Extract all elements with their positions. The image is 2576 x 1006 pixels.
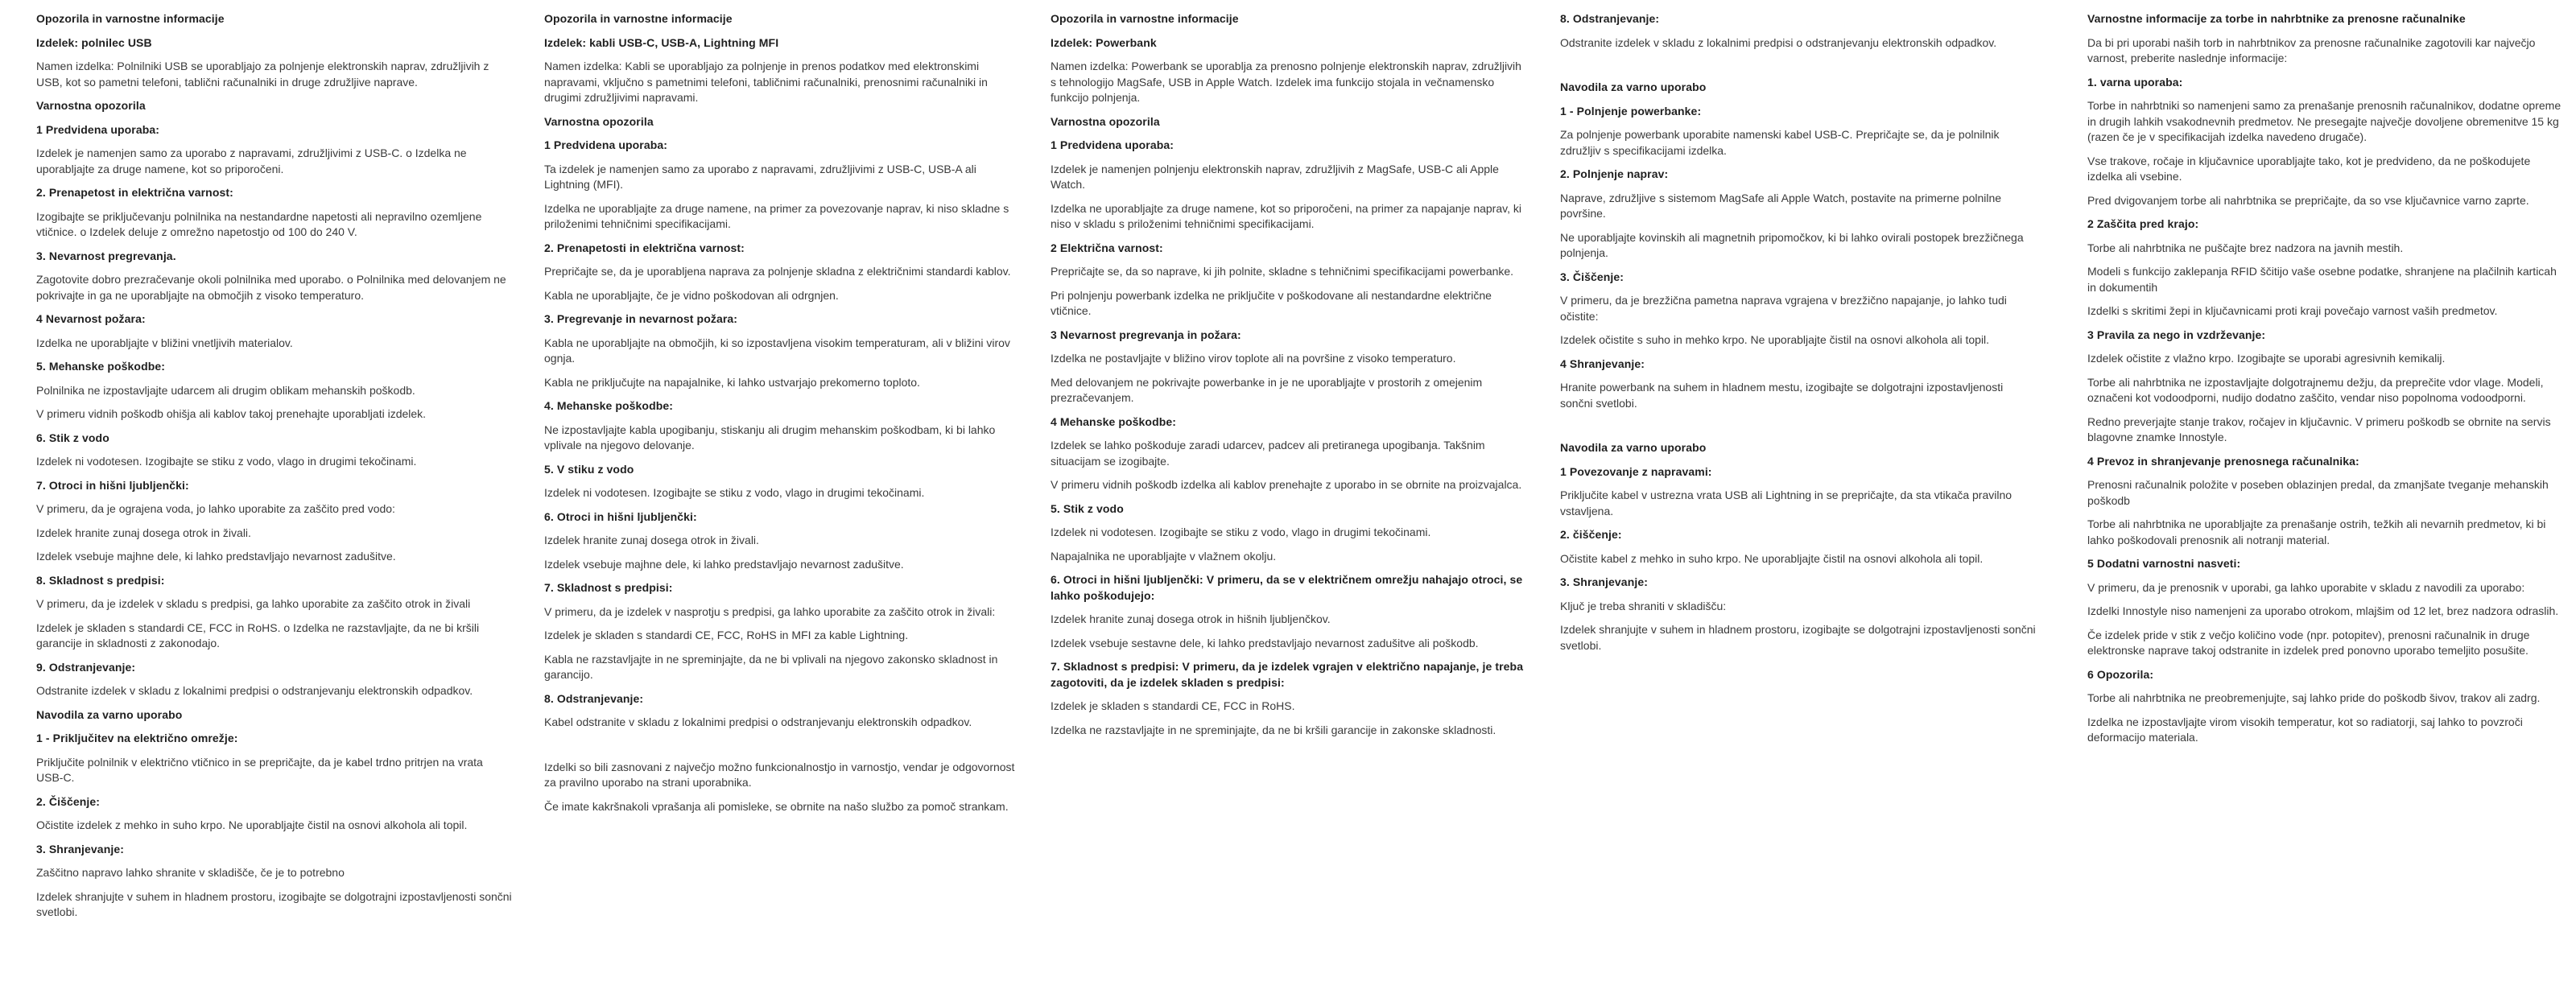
- paragraph: Izdelek hranite zunaj dosega otrok in hišnih ljubljenčkov.: [1051, 612, 1331, 625]
- paragraph: Torbe ali nahrbtnika ne preobremenjujte, saj lahko pride do poškodb šivov, trakov ali zadrg.: [2087, 691, 2541, 704]
- paragraph: Polnilnika ne izpostavljajte udarcem ali drugim oblikam mehanskih poškodb.: [36, 383, 415, 397]
- paragraph: Izogibajte se priključevanju polnilnika na nestandardne napetosti ali nepravilno ozemljene vtičnice. o Izdelek deluje z omrežno napetostjo od 100 do 240 V.: [36, 209, 482, 238]
- paragraph: Izdelek očistite z vlažno krpo. Izogibajte se uporabi agresivnih kemikalij.: [2087, 352, 2446, 365]
- section-heading: Varnostna opozorila: [1051, 114, 1160, 128]
- section-heading: 3 Pravila za nego in vzdrževanje:: [2087, 328, 2266, 341]
- paragraph: Torbe ali nahrbtnika ne puščajte brez nadzora na javnih mestih.: [2087, 241, 2404, 254]
- section-heading: 8. Odstranjevanje:: [1560, 12, 1660, 25]
- paragraph: Prenosni računalnik položite v poseben oblazinjen predal, da zmanjšate tveganje mehanskih poškodb: [2087, 478, 2549, 507]
- paragraph: Izdelki s skritimi žepi in ključavnicami proti kraji povečajo varnost vaših predmetov.: [2087, 304, 2498, 317]
- paragraph: Torbe ali nahrbtnika ne uporabljajte za prenašanje ostrih, težkih ali nevarnih predmetov, ki bi lahko poškodovali prenosnik ali notranji material.: [2087, 517, 2546, 546]
- paragraph: Torbe ali nahrbtnika ne izpostavljajte dolgotrajnemu dežju, da preprečite vdor vlage. Modeli, označeni kot vodoodporni, nudijo dodatno zaščito, vendar niso popolnoma vodoodporni.: [2087, 375, 2544, 404]
- section-heading: 3. Shranjevanje:: [36, 842, 124, 856]
- paragraph: Zagotovite dobro prezračevanje okoli polnilnika med uporabo. o Polnilnika med delovanjem ne pokrivajte in ga ne uporabljajte na območjih z visoko temperaturo.: [36, 273, 506, 302]
- paragraph: Odstranite izdelek v skladu z lokalnimi predpisi o odstranjevanju elektronskih odpadkov.: [36, 684, 473, 697]
- paragraph: Kabla ne priključujte na napajalnike, ki lahko ustvarjajo prekomerno toploto.: [544, 375, 920, 389]
- section-heading: 4. Mehanske poškodbe:: [544, 399, 674, 412]
- paragraph: Namen izdelka: Powerbank se uporablja za prenosno polnjenje elektronskih naprav, združljivih s tehnologijo MagSafe, USB in Apple Watch. Izdelek ima funkcijo stojala in večnamensko funkcijo polnjenja.: [1051, 60, 1521, 104]
- paragraph: Izdelek se lahko poškoduje zaradi udarcev, padcev ali pretiranega upogibanja. Takšnim situacijam se izogibajte.: [1051, 439, 1485, 468]
- paragraph: Izdelek hranite zunaj dosega otrok in živali.: [36, 526, 251, 539]
- paragraph: Izdelek je skladen s standardi CE, FCC, RoHS in MFI za kable Lightning.: [544, 629, 909, 641]
- paragraph: Očistite izdelek z mehko in suho krpo. Ne uporabljajte čistil na osnovi alkohola ali topil.: [36, 818, 468, 831]
- column-bags: [2087, 11, 2564, 754]
- paragraph: Izdelki so bili zasnovani z največjo možno funkcionalnostjo in varnostjo, vendar je odgovornost za pravilno uporabo na strani uporabnika.: [544, 760, 1015, 789]
- paragraph: V primeru, da je prenosnik v uporabi, ga lahko uporabite v skladu z navodili za uporabo:: [2087, 580, 2525, 594]
- paragraph: Izdelka ne uporabljajte v bližini vnetljivih materialov.: [36, 336, 293, 349]
- spacer: [1560, 59, 2037, 72]
- column-charger: [36, 11, 513, 929]
- section-heading: Navodila za varno uporabo: [1560, 80, 1707, 93]
- paragraph: Izdelka ne uporabljajte za druge namene, kot so priporočeni, na primer za napajanje naprav, ki niso v skladu s priloženimi tehničnimi specifikacijami.: [1051, 201, 1521, 230]
- section-heading: 3. Čiščenje:: [1560, 270, 1624, 283]
- section-heading: 5 Dodatni varnostni nasveti:: [2087, 557, 2241, 570]
- paragraph: V primeru, da je brezžična pametna naprava vgrajena v brezžično napajanje, jo lahko tudi očistite:: [1560, 294, 2007, 323]
- paragraph: Izdelka ne uporabljajte za druge namene, na primer za povezovanje naprav, ki niso skladne s priloženimi tehničnimi specifikacijami.: [544, 201, 1009, 230]
- paragraph: V primeru vidnih poškodb izdelka ali kablov prenehajte z uporabo in se obrnite na proizvajalca.: [1051, 478, 1522, 491]
- section-heading: Izdelek: Powerbank: [1051, 35, 1157, 49]
- paragraph: V primeru, da je ograjena voda, jo lahko uporabite za zaščito pred vodo:: [36, 502, 395, 515]
- section-heading: 2. Čiščenje:: [36, 794, 101, 808]
- paragraph: Izdelek ni vodotesen. Izogibajte se stiku z vodo, vlago in drugimi tekočinami.: [544, 486, 925, 499]
- paragraph: Namen izdelka: Polnilniki USB se uporabljajo za polnjenje elektronskih naprav, združljivih z USB, kot so pametni telefoni, tablični računalniki in druge združljive naprave.: [36, 60, 489, 89]
- paragraph: Ne izpostavljajte kabla upogibanju, stiskanju ali drugim mehanskim poškodbam, ki bi lahko vplivale na njegovo delovanje.: [544, 423, 996, 451]
- section-heading: 2 Električna varnost:: [1051, 241, 1163, 254]
- column-cables: [544, 11, 1021, 823]
- spacer: [544, 739, 1021, 752]
- paragraph: Zaščitno napravo lahko shranite v skladišče, če je to potrebno: [36, 866, 345, 879]
- paragraph: Napajalnika ne uporabljajte v vlažnem okolju.: [1051, 549, 1277, 563]
- section-heading: Izdelek: kabli USB-C, USB-A, Lightning MFI: [544, 35, 779, 49]
- paragraph: Ključ je treba shraniti v skladišču:: [1560, 599, 1727, 612]
- section-heading: 2 Zaščita pred krajo:: [2087, 217, 2199, 230]
- section-heading: 1 - Polnjenje powerbanke:: [1560, 104, 1702, 118]
- paragraph: V primeru, da je izdelek v nasprotju s predpisi, ga lahko uporabite za zaščito otrok in živali:: [544, 604, 996, 618]
- paragraph: Izdelek je namenjen samo za uporabo z napravami, združljivimi z USB-C. o Izdelka ne uporabljajte za druge namene, kot so priporočeni.: [36, 146, 467, 175]
- section-heading: 6. Otroci in hišni ljubljenčki: V primeru, da se v električnem omrežju nahajajo otroci, se lahko poškodujejo:: [1051, 573, 1523, 602]
- paragraph: Naprave, združljive s sistemom MagSafe ali Apple Watch, postavite na primerne polnilne površine.: [1560, 191, 2002, 220]
- paragraph: Odstranite izdelek v skladu z lokalnimi predpisi o odstranjevanju elektronskih odpadkov.: [1560, 35, 1997, 49]
- section-heading: 9. Odstranjevanje:: [36, 660, 136, 674]
- section-heading: Navodila za varno uporabo: [36, 707, 183, 721]
- section-heading: Varnostna opozorila: [544, 114, 654, 128]
- paragraph: Prepričajte se, da so naprave, ki jih polnite, skladne s tehničnimi specifikacijami powerbanke.: [1051, 265, 1514, 278]
- paragraph: Izdelek očistite s suho in mehko krpo. Ne uporabljajte čistil na osnovi alkohola ali topil.: [1560, 333, 1990, 346]
- paragraph: Izdelek shranjujte v suhem in hladnem prostoru, izogibajte se dolgotrajni izpostavljenosti sončni svetlobi.: [1560, 623, 2036, 652]
- section-heading: 7. Skladnost s predpisi:: [544, 581, 673, 594]
- paragraph: Izdelek shranjujte v suhem in hladnem prostoru, izogibajte se dolgotrajni izpostavljenosti sončni svetlobi.: [36, 889, 512, 918]
- section-heading: 1 Povezovanje z napravami:: [1560, 464, 1712, 478]
- section-heading: 6. Otroci in hišni ljubljenčki:: [544, 509, 697, 523]
- paragraph: Med delovanjem ne pokrivajte powerbanke in je ne uporabljajte v prostorih z omejenim prezračevanjem.: [1051, 375, 1483, 404]
- section-heading: 8. Skladnost s predpisi:: [36, 573, 165, 587]
- paragraph: Za polnjenje powerbank uporabite namenski kabel USB-C. Prepričajte se, da je polnilnik združljiv s specifikacijami izdelka.: [1560, 128, 2000, 157]
- section-heading: 1 Predvidena uporaba:: [544, 138, 668, 151]
- section-heading: 5. Mehanske poškodbe:: [36, 360, 166, 373]
- spacer: [1560, 419, 2037, 432]
- paragraph: V primeru vidnih poškodb ohišja ali kablov takoj prenehajte uporabljati izdelek.: [36, 407, 427, 420]
- paragraph: Kabla ne uporabljajte, če je vidno poškodovan ali odrgnjen.: [544, 288, 839, 302]
- section-heading: 4 Mehanske poškodbe:: [1051, 414, 1177, 428]
- paragraph: V primeru, da je izdelek v skladu s predpisi, ga lahko uporabite za zaščito otrok in živali: [36, 597, 471, 610]
- paragraph: Vse trakove, ročaje in ključavnice uporabljajte tako, kot je predvideno, da ne poškodujete izdelka ali vsebine.: [2087, 154, 2531, 183]
- section-heading: 2. Polnjenje naprav:: [1560, 167, 1669, 180]
- paragraph: Izdelek je skladen s standardi CE, FCC in RoHS. o Izdelka ne razstavljajte, da ne bi kršili garancije in skladnosti z zakonodajo.: [36, 621, 480, 649]
- section-heading: 2. Prenapetost in električna varnost:: [36, 186, 233, 199]
- section-heading: 6. Stik z vodo: [36, 431, 109, 444]
- section-heading: 7. Skladnost s predpisi: V primeru, da je izdelek vgrajen v električno napajanje, je treba zagotoviti, da je izdelek skladen s predpisi:: [1051, 660, 1524, 689]
- paragraph: Namen izdelka: Kabli se uporabljajo za polnjenje in prenos podatkov med elektronskimi napravami, vključno s pametnimi telefoni, tabličnimi računalniki, prenosnimi računalniki in drugimi združljivimi napravami.: [544, 60, 988, 104]
- paragraph: Če izdelek pride v stik z večjo količino vode (npr. potopitev), prenosni računalnik in druge elektronske naprave takoj odstranite in izdelek pred ponovno uporabo temeljito posušite.: [2087, 628, 2530, 657]
- section-heading: 2. Prenapetosti in električna varnost:: [544, 241, 745, 254]
- paragraph: Izdelek ni vodotesen. Izogibajte se stiku z vodo, vlago in drugimi tekočinami.: [36, 455, 417, 468]
- column-powerbank: [1051, 11, 1527, 746]
- paragraph: Kabla ne uporabljajte na območjih, ki so izpostavljena visokim temperaturam, ali v bližini virov ognja.: [544, 336, 1010, 365]
- section-heading: 1 Predvidena uporaba:: [1051, 138, 1174, 151]
- section-heading: 2. čiščenje:: [1560, 528, 1622, 541]
- paragraph: Izdelek ni vodotesen. Izogibajte se stiku z vodo, vlago in drugimi tekočinami.: [1051, 526, 1431, 538]
- paragraph: Redno preverjajte stanje trakov, ročajev in ključavnic. V primeru poškodb se obrnite na servis blagovne znamke Innostyle.: [2087, 414, 2551, 443]
- section-heading: 3. Shranjevanje:: [1560, 575, 1648, 588]
- section-heading: 5. Stik z vodo: [1051, 501, 1124, 515]
- paragraph: Izdelek je skladen s standardi CE, FCC in RoHS.: [1051, 699, 1295, 712]
- section-heading: 6 Opozorila:: [2087, 667, 2154, 681]
- paragraph: Ne uporabljajte kovinskih ali magnetnih pripomočkov, ki bi lahko ovirali postopek brezžičnega polnjenja.: [1560, 230, 2024, 259]
- paragraph: Izdelek vsebuje sestavne dele, ki lahko predstavljajo nevarnost zadušitve ali poškodb.: [1051, 636, 1479, 649]
- paragraph: Izdelka ne izpostavljajte virom visokih temperatur, kot so radiatorji, saj lahko to povzroči deformacijo materiala.: [2087, 715, 2523, 744]
- paragraph: Ta izdelek je namenjen samo za uporabo z napravami, združljivimi z USB-C, USB-A ali Lightning (MFI).: [544, 162, 976, 191]
- paragraph: Priključite polnilnik v električno vtičnico in se prepričajte, da je kabel trdno pritrjen na vrata USB-C.: [36, 755, 483, 784]
- section-heading: 1 - Priključitev na električno omrežje:: [36, 732, 238, 744]
- section-heading: 5. V stiku z vodo: [544, 462, 634, 476]
- paragraph: Priključite kabel v ustrezna vrata USB ali Lightning in se prepričajte, da sta vtikača pravilno vstavljena.: [1560, 489, 2013, 517]
- paragraph: Izdelek vsebuje majhne dele, ki lahko predstavljajo nevarnost zadušitve.: [36, 550, 396, 563]
- paragraph: Izdelki Innostyle niso namenjeni za uporabo otrokom, mlajšim od 12 let, brez nadzora odraslih.: [2087, 604, 2559, 617]
- paragraph: Očistite kabel z mehko in suho krpo. Ne uporabljajte čistil na osnovi alkohola ali topil.: [1560, 551, 1984, 565]
- paragraph: Pred dvigovanjem torbe ali nahrbtnika se prepričajte, da so vse ključavnice varno zaprte.: [2087, 193, 2529, 207]
- column-powerbank-instructions: [1560, 11, 2037, 662]
- paragraph: Izdelek vsebuje majhne dele, ki lahko predstavljajo nevarnost zadušitve.: [544, 557, 904, 571]
- section-heading: 4 Nevarnost požara:: [36, 312, 146, 325]
- section-heading: 3. Nevarnost pregrevanja.: [36, 249, 176, 262]
- section-heading: Opozorila in varnostne informacije: [544, 12, 733, 25]
- paragraph: Kabla ne razstavljajte in ne spreminjajte, da ne bi vplivali na njegovo zakonsko skladnost in garancijo.: [544, 652, 998, 681]
- section-heading: 7. Otroci in hišni ljubljenčki:: [36, 478, 189, 492]
- section-heading: Opozorila in varnostne informacije: [1051, 12, 1239, 25]
- paragraph: Hranite powerbank na suhem in hladnem mestu, izogibajte se dolgotrajni izpostavljenosti sončni svetlobi.: [1560, 381, 2004, 410]
- section-heading: 4 Shranjevanje:: [1560, 357, 1645, 370]
- paragraph: Če imate kakršnakoli vprašanja ali pomisleke, se obrnite na našo službo za pomoč strankam.: [544, 799, 1009, 813]
- paragraph: Da bi pri uporabi naših torb in nahrbtnikov za prenosne računalnike zagotovili kar največjo varnost, preberite naslednje informacije:: [2087, 35, 2536, 64]
- paragraph: Izdelka ne postavljajte v bližino virov toplote ali na površine z visoko temperaturo.: [1051, 352, 1456, 365]
- section-heading: 3 Nevarnost pregrevanja in požara:: [1051, 328, 1241, 341]
- section-heading: 4 Prevoz in shranjevanje prenosnega računalnika:: [2087, 454, 2359, 468]
- paragraph: Prepričajte se, da je uporabljena naprava za polnjenje skladna z električnimi standardi kablov.: [544, 265, 1011, 278]
- section-heading: Izdelek: polnilec USB: [36, 35, 152, 49]
- section-heading: 1 Predvidena uporaba:: [36, 122, 160, 136]
- paragraph: Modeli s funkcijo zaklepanja RFID ščitijo vaše osebne podatke, shranjene na plačilnih karticah in dokumentih: [2087, 265, 2557, 294]
- section-heading: 8. Odstranjevanje:: [544, 691, 644, 705]
- paragraph: Torbe in nahrbtniki so namenjeni samo za prenašanje prenosnih računalnikov, dodatne opreme in drugih lahkih vsakodnevnih predmetov. Ne presegajte največje dovoljene obremenitve 15 kg (razen če je v specifikacijah izdelka navedeno drugače).: [2087, 99, 2562, 143]
- section-heading: Navodila za varno uporabo: [1560, 441, 1707, 454]
- section-heading: Opozorila in varnostne informacije: [36, 12, 225, 25]
- section-heading: 3. Pregrevanje in nevarnost požara:: [544, 312, 738, 325]
- paragraph: Pri polnjenju powerbank izdelka ne priključite v poškodovane ali nestandardne električne vtičnice.: [1051, 288, 1492, 317]
- paragraph: Kabel odstranite v skladu z lokalnimi predpisi o odstranjevanju elektronskih odpadkov.: [544, 715, 972, 728]
- paragraph: Izdelek hranite zunaj dosega otrok in živali.: [544, 534, 759, 546]
- section-heading: 1. varna uporaba:: [2087, 75, 2183, 89]
- section-heading: Varnostna opozorila: [36, 99, 146, 112]
- paragraph: Izdelka ne razstavljajte in ne spreminjajte, da ne bi kršili garancije in zakonske skladnosti.: [1051, 723, 1496, 736]
- paragraph: Izdelek je namenjen polnjenju elektronskih naprav, združljivih z MagSafe, USB-C ali Apple Watch.: [1051, 162, 1499, 191]
- section-heading: Varnostne informacije za torbe in nahrbtnike za prenosne računalnike: [2087, 12, 2466, 25]
